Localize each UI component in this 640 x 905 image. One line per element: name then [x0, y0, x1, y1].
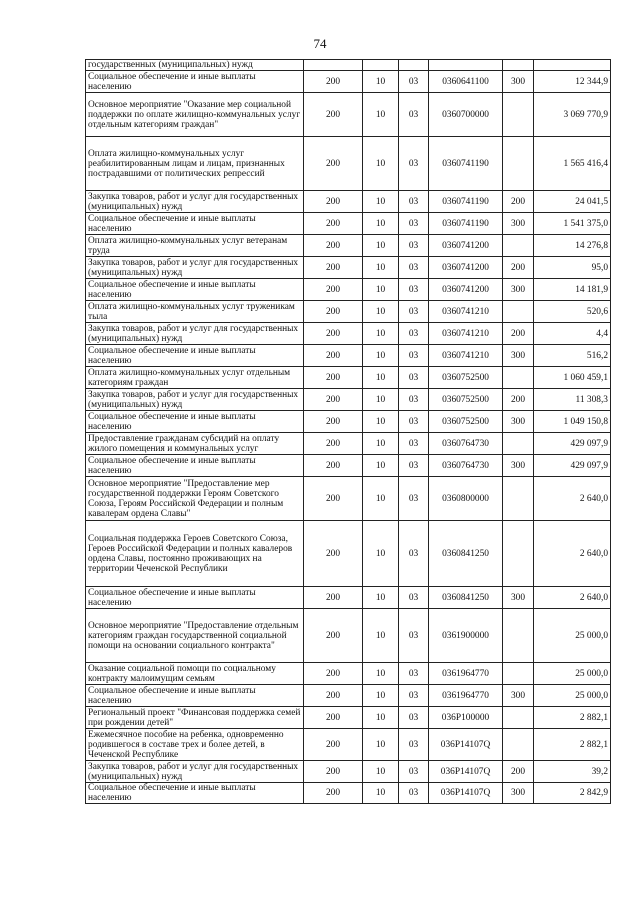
target-article-cell: 036P14107Q	[429, 783, 503, 804]
row-name-cell: Закупка товаров, работ и услуг для государственных (муниципальных) нужд	[86, 389, 304, 411]
amount-cell: 2 640,0	[534, 477, 611, 521]
row-name-cell: Оплата жилищно-коммунальных услуг ветеранам труда	[86, 235, 304, 257]
row-name-cell: Социальное обеспечение и иные выплаты населению	[86, 411, 304, 433]
grbs-code-cell: 200	[304, 389, 363, 411]
section-code-cell: 10	[363, 729, 399, 761]
expense-type-cell: 300	[503, 685, 534, 707]
grbs-code-cell: 200	[304, 411, 363, 433]
subsection-code-cell: 03	[399, 455, 429, 477]
expense-type-cell	[503, 301, 534, 323]
expense-type-cell	[503, 137, 534, 191]
table-row	[86, 477, 611, 521]
table-row	[86, 389, 611, 411]
grbs-code-cell: 200	[304, 93, 363, 137]
expense-type-cell	[503, 477, 534, 521]
subsection-code-cell: 03	[399, 663, 429, 685]
amount-cell: 25 000,0	[534, 663, 611, 685]
expense-type-cell: 200	[503, 323, 534, 345]
target-article-cell: 036P14107Q	[429, 761, 503, 783]
amount-cell: 2 640,0	[534, 521, 611, 587]
subsection-code-cell: 03	[399, 235, 429, 257]
amount-cell: 2 640,0	[534, 587, 611, 609]
amount-cell: 429 097,9	[534, 433, 611, 455]
grbs-code-cell: 200	[304, 213, 363, 235]
section-code-cell: 10	[363, 609, 399, 663]
row-name-cell: Социальное обеспечение и иные выплаты населению	[86, 279, 304, 301]
table-row	[86, 609, 611, 663]
target-article-cell	[429, 60, 503, 71]
amount-cell: 39,2	[534, 761, 611, 783]
grbs-code-cell: 200	[304, 301, 363, 323]
subsection-code-cell: 03	[399, 345, 429, 367]
target-article-cell: 0360841250	[429, 587, 503, 609]
section-code-cell: 10	[363, 235, 399, 257]
expense-type-cell: 300	[503, 345, 534, 367]
section-code-cell: 10	[363, 761, 399, 783]
table-row	[86, 433, 611, 455]
grbs-code-cell: 200	[304, 367, 363, 389]
amount-cell: 14 181,9	[534, 279, 611, 301]
table-row	[86, 257, 611, 279]
target-article-cell: 0361900000	[429, 609, 503, 663]
expense-type-cell: 200	[503, 389, 534, 411]
amount-cell: 1 565 416,4	[534, 137, 611, 191]
section-code-cell: 10	[363, 301, 399, 323]
amount-cell: 2 882,1	[534, 729, 611, 761]
table-row	[86, 663, 611, 685]
target-article-cell: 0360641100	[429, 71, 503, 93]
row-name-cell: Региональный проект "Финансовая поддержка семей при рождении детей"	[86, 707, 304, 729]
row-name-cell: Социальное обеспечение и иные выплаты населению	[86, 345, 304, 367]
target-article-cell: 0361964770	[429, 685, 503, 707]
section-code-cell: 10	[363, 367, 399, 389]
amount-cell: 3 069 770,9	[534, 93, 611, 137]
budget-table-body	[86, 60, 611, 804]
target-article-cell: 0360741210	[429, 301, 503, 323]
grbs-code-cell: 200	[304, 433, 363, 455]
expense-type-cell: 300	[503, 279, 534, 301]
subsection-code-cell: 03	[399, 707, 429, 729]
subsection-code-cell: 03	[399, 93, 429, 137]
table-row	[86, 301, 611, 323]
section-code-cell: 10	[363, 257, 399, 279]
row-name-cell: Закупка товаров, работ и услуг для государственных (муниципальных) нужд	[86, 191, 304, 213]
row-name-cell: Оплата жилищно-коммунальных услуг отдельным категориям граждан	[86, 367, 304, 389]
section-code-cell: 10	[363, 477, 399, 521]
expense-type-cell	[503, 93, 534, 137]
table-row	[86, 60, 611, 71]
grbs-code-cell: 200	[304, 521, 363, 587]
table-row	[86, 235, 611, 257]
section-code-cell: 10	[363, 707, 399, 729]
section-code-cell: 10	[363, 411, 399, 433]
subsection-code-cell: 03	[399, 587, 429, 609]
grbs-code-cell: 200	[304, 323, 363, 345]
table-row	[86, 93, 611, 137]
section-code-cell: 10	[363, 279, 399, 301]
grbs-code-cell: 200	[304, 279, 363, 301]
section-code-cell: 10	[363, 663, 399, 685]
subsection-code-cell: 03	[399, 477, 429, 521]
target-article-cell: 0360752500	[429, 389, 503, 411]
expense-type-cell: 300	[503, 455, 534, 477]
target-article-cell: 0360752500	[429, 411, 503, 433]
grbs-code-cell: 200	[304, 761, 363, 783]
grbs-code-cell: 200	[304, 783, 363, 804]
row-name-cell: Социальная поддержка Героев Советского Союза, Героев Российской Федерации и полных кавалеров ордена Славы, постоянно проживающих на территории Чеченской Республики	[86, 521, 304, 587]
expense-type-cell	[503, 521, 534, 587]
row-name-cell: Основное мероприятие "Оказание мер социальной поддержки по оплате жилищно-коммунальных услуг отдельным категориям граждан"	[86, 93, 304, 137]
grbs-code-cell: 200	[304, 685, 363, 707]
target-article-cell: 0360752500	[429, 367, 503, 389]
amount-cell	[534, 60, 611, 71]
expense-type-cell: 200	[503, 191, 534, 213]
amount-cell: 2 842,9	[534, 783, 611, 804]
amount-cell: 2 882,1	[534, 707, 611, 729]
subsection-code-cell: 03	[399, 213, 429, 235]
table-row	[86, 783, 611, 804]
table-row	[86, 729, 611, 761]
expense-type-cell	[503, 663, 534, 685]
subsection-code-cell: 03	[399, 367, 429, 389]
grbs-code-cell: 200	[304, 235, 363, 257]
table-row	[86, 367, 611, 389]
subsection-code-cell: 03	[399, 257, 429, 279]
target-article-cell: 0360741200	[429, 279, 503, 301]
section-code-cell: 10	[363, 455, 399, 477]
row-name-cell: Предоставление гражданам субсидий на оплату жилого помещения и коммунальных услуг	[86, 433, 304, 455]
subsection-code-cell: 03	[399, 411, 429, 433]
grbs-code-cell: 200	[304, 345, 363, 367]
target-article-cell: 0360741200	[429, 257, 503, 279]
subsection-code-cell: 03	[399, 761, 429, 783]
subsection-code-cell: 03	[399, 433, 429, 455]
target-article-cell: 0360841250	[429, 521, 503, 587]
amount-cell: 95,0	[534, 257, 611, 279]
table-row	[86, 71, 611, 93]
section-code-cell: 10	[363, 323, 399, 345]
section-code-cell: 10	[363, 783, 399, 804]
target-article-cell: 0360741210	[429, 323, 503, 345]
table-row	[86, 411, 611, 433]
grbs-code-cell: 200	[304, 191, 363, 213]
grbs-code-cell: 200	[304, 71, 363, 93]
grbs-code-cell: 200	[304, 477, 363, 521]
grbs-code-cell: 200	[304, 663, 363, 685]
table-row	[86, 137, 611, 191]
amount-cell: 520,6	[534, 301, 611, 323]
target-article-cell: 036P14107Q	[429, 729, 503, 761]
expense-type-cell	[503, 707, 534, 729]
section-code-cell: 10	[363, 521, 399, 587]
target-article-cell: 036P100000	[429, 707, 503, 729]
subsection-code-cell: 03	[399, 729, 429, 761]
row-name-cell: Закупка товаров, работ и услуг для государственных (муниципальных) нужд	[86, 761, 304, 783]
row-name-cell: Основное мероприятие "Предоставление мер государственной поддержки Героям Советского Союза, Героям Российской Федерации и полным кавалерам ордена Славы"	[86, 477, 304, 521]
amount-cell: 12 344,9	[534, 71, 611, 93]
amount-cell: 516,2	[534, 345, 611, 367]
amount-cell: 11 308,3	[534, 389, 611, 411]
row-name-cell: Социальное обеспечение и иные выплаты населению	[86, 783, 304, 804]
amount-cell: 25 000,0	[534, 609, 611, 663]
row-name-cell: Социальное обеспечение и иные выплаты населению	[86, 685, 304, 707]
table-row	[86, 761, 611, 783]
row-name-cell: Социальное обеспечение и иные выплаты населению	[86, 587, 304, 609]
expense-type-cell: 200	[503, 761, 534, 783]
table-row	[86, 707, 611, 729]
section-code-cell: 10	[363, 433, 399, 455]
section-code-cell: 10	[363, 345, 399, 367]
subsection-code-cell: 03	[399, 685, 429, 707]
amount-cell: 25 000,0	[534, 685, 611, 707]
section-code-cell: 10	[363, 71, 399, 93]
expense-type-cell: 300	[503, 587, 534, 609]
table-row	[86, 323, 611, 345]
grbs-code-cell	[304, 60, 363, 71]
budget-table	[85, 59, 611, 804]
table-row	[86, 521, 611, 587]
subsection-code-cell: 03	[399, 323, 429, 345]
amount-cell: 24 041,5	[534, 191, 611, 213]
target-article-cell: 0360741200	[429, 235, 503, 257]
table-row	[86, 685, 611, 707]
expense-type-cell	[503, 367, 534, 389]
table-row	[86, 587, 611, 609]
subsection-code-cell: 03	[399, 301, 429, 323]
expense-type-cell: 300	[503, 411, 534, 433]
row-name-cell: Социальное обеспечение и иные выплаты населению	[86, 71, 304, 93]
section-code-cell: 10	[363, 93, 399, 137]
amount-cell: 4,4	[534, 323, 611, 345]
expense-type-cell	[503, 60, 534, 71]
row-name-cell: Оплата жилищно-коммунальных услуг реабилитированным лицам и лицам, признанных пострадавшими от политических репрессий	[86, 137, 304, 191]
grbs-code-cell: 200	[304, 137, 363, 191]
amount-cell: 1 060 459,1	[534, 367, 611, 389]
amount-cell: 1 541 375,0	[534, 213, 611, 235]
target-article-cell: 0360700000	[429, 93, 503, 137]
section-code-cell: 10	[363, 137, 399, 191]
subsection-code-cell: 03	[399, 137, 429, 191]
target-article-cell: 0360741190	[429, 191, 503, 213]
table-row	[86, 213, 611, 235]
table-row	[86, 279, 611, 301]
expense-type-cell: 200	[503, 257, 534, 279]
table-row	[86, 191, 611, 213]
subsection-code-cell: 03	[399, 389, 429, 411]
target-article-cell: 0360764730	[429, 433, 503, 455]
page-number: 74	[313, 36, 327, 51]
subsection-code-cell: 03	[399, 279, 429, 301]
target-article-cell: 0360741190	[429, 137, 503, 191]
expense-type-cell	[503, 729, 534, 761]
subsection-code-cell: 03	[399, 783, 429, 804]
row-name-cell: Оплата жилищно-коммунальных услуг труженикам тыла	[86, 301, 304, 323]
grbs-code-cell: 200	[304, 707, 363, 729]
table-row	[86, 455, 611, 477]
target-article-cell: 0360741210	[429, 345, 503, 367]
section-code-cell: 10	[363, 587, 399, 609]
subsection-code-cell	[399, 60, 429, 71]
row-name-cell: Основное мероприятие "Предоставление отдельным категориям граждан государственной социальной помощи на основании социального контракта"	[86, 609, 304, 663]
row-name-cell: Социальное обеспечение и иные выплаты населению	[86, 213, 304, 235]
section-code-cell: 10	[363, 213, 399, 235]
grbs-code-cell: 200	[304, 257, 363, 279]
target-article-cell: 0360741190	[429, 213, 503, 235]
expense-type-cell: 300	[503, 71, 534, 93]
grbs-code-cell: 200	[304, 455, 363, 477]
row-name-cell: Социальное обеспечение и иные выплаты населению	[86, 455, 304, 477]
target-article-cell: 0360800000	[429, 477, 503, 521]
amount-cell: 1 049 150,8	[534, 411, 611, 433]
subsection-code-cell: 03	[399, 71, 429, 93]
expense-type-cell: 300	[503, 783, 534, 804]
expense-type-cell	[503, 235, 534, 257]
subsection-code-cell: 03	[399, 191, 429, 213]
grbs-code-cell: 200	[304, 587, 363, 609]
target-article-cell: 0361964770	[429, 663, 503, 685]
expense-type-cell	[503, 609, 534, 663]
row-name-cell: государственных (муниципальных) нужд	[86, 60, 304, 71]
row-name-cell: Закупка товаров, работ и услуг для государственных (муниципальных) нужд	[86, 323, 304, 345]
section-code-cell: 10	[363, 685, 399, 707]
section-code-cell: 10	[363, 191, 399, 213]
section-code-cell: 10	[363, 389, 399, 411]
subsection-code-cell: 03	[399, 609, 429, 663]
expense-type-cell	[503, 433, 534, 455]
section-code-cell	[363, 60, 399, 71]
row-name-cell: Оказание социальной помощи по социальному контракту малоимущим семьям	[86, 663, 304, 685]
amount-cell: 14 276,8	[534, 235, 611, 257]
expense-type-cell: 300	[503, 213, 534, 235]
table-row	[86, 345, 611, 367]
target-article-cell: 0360764730	[429, 455, 503, 477]
row-name-cell: Закупка товаров, работ и услуг для государственных (муниципальных) нужд	[86, 257, 304, 279]
amount-cell: 429 097,9	[534, 455, 611, 477]
grbs-code-cell: 200	[304, 729, 363, 761]
row-name-cell: Ежемесячное пособие на ребенка, одновременно родившегося в составе трех и более детей, в Чеченской Республике	[86, 729, 304, 761]
grbs-code-cell: 200	[304, 609, 363, 663]
subsection-code-cell: 03	[399, 521, 429, 587]
